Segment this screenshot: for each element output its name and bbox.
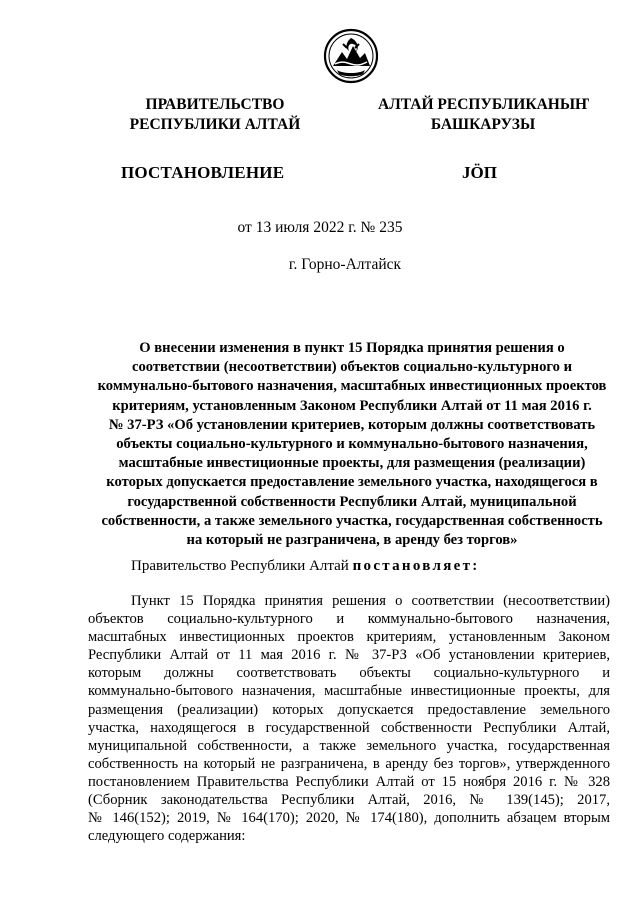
preamble-emphasis: постановляет: bbox=[352, 558, 480, 574]
body-line: Пункт 15 Порядка принятия решения о соответствии (несоответствии) bbox=[131, 593, 610, 609]
body-line: участка, находящегося в государственной собственности Республики Алтай, bbox=[88, 719, 610, 736]
issuer-name-altai bbox=[378, 95, 588, 135]
title-line: масштабные инвестиционные проекты, для размещения (реализации) bbox=[118, 455, 586, 472]
title-line: О внесении изменения в пункт 15 Порядка принятия решения о bbox=[139, 340, 565, 356]
title-line: № 37-РЗ «Об установлении критериев, которым должны соответствовать bbox=[108, 416, 596, 433]
preamble-text: Правительство Республики Алтай bbox=[131, 558, 353, 574]
issuer-line: ПРАВИТЕЛЬСТВО bbox=[145, 96, 285, 113]
title-line: критериям, установленным Законом Республики Алтай от 11 мая 2016 г. bbox=[112, 397, 592, 414]
title-line: государственной собственности Республики Алтай, муниципальной bbox=[127, 493, 577, 510]
body-line: которым должны соответствовать объекты социально-культурного и bbox=[88, 665, 610, 682]
body-line: постановлением Правительства Республики Алтай от 15 ноября 2016 г. № 328 bbox=[88, 773, 610, 790]
doc-type-altai: JӦП bbox=[462, 163, 497, 182]
issuer-line: РЕСПУБЛИКИ АЛТАЙ bbox=[129, 116, 301, 133]
preamble bbox=[131, 558, 480, 575]
doc-type-russian: ПОСТАНОВЛЕНИЕ bbox=[121, 163, 285, 182]
body-line: муниципальной собственности, а также земельного участка, государственная bbox=[88, 737, 610, 754]
issuer-line: АЛТАЙ РЕСПУБЛИКАНЫҤ bbox=[378, 96, 590, 113]
document-date-number: от 13 июля 2022 г. № 235 bbox=[237, 219, 403, 236]
title-line: собственности, а также земельного участка, государственная собственность bbox=[101, 512, 603, 529]
document-title bbox=[88, 339, 616, 550]
title-line: соответствии (несоответствии) объектов социально-культурного и bbox=[131, 359, 573, 376]
body-line: (Сборник законодательства Республики Алтай, 2016, № 139(145); 2017, bbox=[88, 792, 610, 809]
body-line: размещения (реализации) которых допускается предоставление земельного bbox=[88, 701, 610, 718]
body-line: объектов социально-культурного и коммунально-бытового назначения, bbox=[88, 611, 610, 628]
body-line: коммунально-бытового назначения, масштабные инвестиционные проекты, для bbox=[88, 683, 610, 700]
title-line: объекты социально-культурного и коммунально-бытового назначения, bbox=[116, 436, 588, 453]
issuer-line: БАШКАРУЗЫ bbox=[430, 116, 536, 133]
issuer-name-russian bbox=[100, 95, 330, 135]
title-line: на который не разграничена, в аренду без торгов» bbox=[186, 532, 518, 549]
body-line: собственность на который не разграничена, в аренду без торгов», утвержденного bbox=[88, 755, 610, 772]
coat-of-arms-emblem bbox=[323, 28, 379, 84]
body-paragraph bbox=[88, 592, 610, 845]
document-city: г. Горно-Алтайск bbox=[288, 256, 402, 273]
title-line: которых допускается предоставление земельного участка, находящегося в bbox=[106, 474, 598, 491]
body-line: следующего содержания: bbox=[88, 828, 246, 845]
title-line: коммунально-бытового назначения, масштабных инвестиционных проектов bbox=[97, 378, 607, 395]
body-line: масштабных инвестиционных проектов критериям, установленным Законом bbox=[88, 629, 610, 646]
body-line: № 146(152); 2019, № 164(170); 2020, № 174(180), дополнить абзацем вторым bbox=[88, 810, 610, 827]
body-line: Республики Алтай от 11 мая 2016 г. № 37-РЗ «Об установлении критериев, bbox=[88, 647, 610, 664]
